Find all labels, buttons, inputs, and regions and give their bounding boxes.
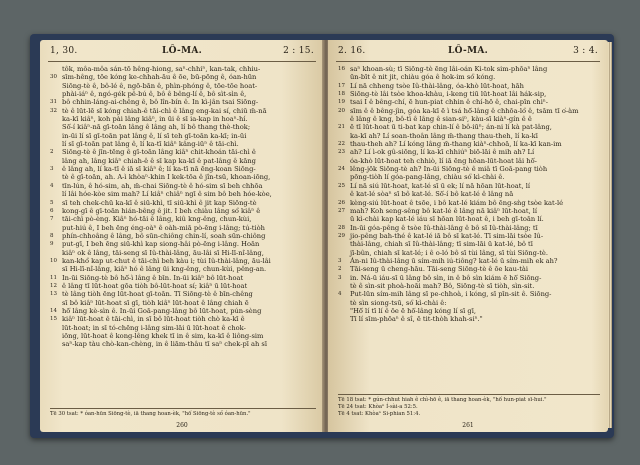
right-header-range: 3 : 4. (573, 46, 598, 56)
line-text: sī Hi-lī-nî-lâng, kiâⁿ hó ê lâng ūi kng-êng, chun-kùi, pêng-an. (62, 265, 267, 274)
footnote-line: Tē 18 tsat: * gún-chhut hiah ê chì-hō ê, iā thang hoan-èk, "hō͘ hun-piat sī-hui." (338, 397, 547, 403)
footnote-line: Tē 24 tsat: Khòaⁿ Í-sài-a 52:5. (338, 404, 418, 410)
verse-number: 20 (338, 107, 345, 114)
right-header (338, 46, 598, 60)
text-line (50, 65, 316, 73)
line-text: sīm-hêng, tōe kóng ke-chhah-āu ê ōe, bū-pōng ê, óan-hūn (62, 73, 257, 82)
line-text: "Hō͘ lí tī lí ê ōe ē hō͘-lâng kóng lí sī gī, (350, 306, 476, 315)
line-text: sī bô kiâⁿ lūt-hoat sī gī, tiòh kiâⁿ lūt-hoat ê lâng chiah ē (62, 298, 249, 307)
line-text: kan-khó͘ kap ut-chut ê tāi-chì beh kàu i; tùi Iû-thài-lâng, āu-lâi (62, 256, 271, 265)
line-text: Tī lí sīm-phōaⁿ ê sî, ē tit-thòh khah-siⁿ." (350, 315, 483, 324)
text-line (50, 199, 316, 207)
line-text: In-ūi góa-pêng ê tsòe Iû-thài-lâng ê bô sī Iû-thài-lâng; tī (350, 223, 538, 232)
verse-number: 10 (50, 257, 57, 264)
text-line (338, 73, 600, 81)
text-line (338, 207, 600, 215)
line-text: lí lâi hóe-kòe sim mah? Lí kiâⁿ chiâⁿ ngī ê sim bô beh hóe-kòe, (62, 190, 272, 199)
text-line (50, 90, 316, 98)
verse-number: 19 (338, 99, 345, 106)
verse-number: 3 (338, 274, 342, 281)
line-text: Siōng-tè ê, bô-lé ê, ngō-bān ê, phìn-phóng ê, tōe-tōe hoat- (62, 81, 258, 90)
text-line (50, 207, 316, 215)
verse-number: 21 (338, 124, 345, 131)
line-text: lí sī gī-toān pat lâng ê, lí ka-tī kiâⁿ kâng-iūⁿ ê tāi-chì. (62, 140, 239, 149)
text-line (338, 307, 600, 315)
line-text: lūt-hoat; in sī tó-chēng i-lâng sim-lāi ū lūt-hoat ê chok- (62, 323, 246, 332)
text-line (50, 73, 316, 81)
line-text: Lí nā chheng tsòe Iû-thài-lâng, óa-khò lūt-hoat, hāh (350, 81, 524, 90)
verse-number: 26 (338, 199, 345, 206)
text-line (338, 215, 600, 223)
text-line (50, 340, 316, 348)
line-text: tè ê gī-toān, ah. A-ì khòaⁿ-khin I kek-tōa ê jîn-tsū, khoan-iōng, (62, 173, 271, 182)
verse-number: 15 (50, 316, 57, 323)
text-line (338, 65, 600, 73)
line-text: ūn-bīt ê nit jit, chiàu góa ê hok-im só͘ kóng. (350, 73, 496, 82)
text-line (338, 115, 600, 123)
text-line (50, 274, 316, 282)
line-text: saⁿ khoan-sù; tī Siōng-tè ēng lâi-oán Ki-tok sim-phōaⁿ lâng (350, 65, 548, 73)
text-line (338, 132, 600, 140)
verse-number: 28 (338, 224, 345, 231)
line-text: jī-bûn, chiah sī kat-lé; i ê o-ló bô sī tùi lâng, sī tùi Siōng-tè. (350, 248, 548, 257)
line-text: thài-lâng, chiah sī Iû-thài-lâng; tī sim-lāi ū kat-lé, bô tī (350, 240, 533, 249)
text-line (50, 324, 316, 332)
verse-number: 4 (338, 291, 342, 298)
text-line (338, 107, 600, 115)
text-line (338, 199, 600, 207)
line-text: tè lâng tiòh ēng lūt-hoat gī-toān. Tī Siōng-tè ê bīn-chêng (62, 290, 253, 299)
verse-number: 2 (338, 266, 342, 273)
text-line (50, 157, 316, 165)
verse-number: 23 (338, 149, 345, 156)
right-body-text (338, 65, 600, 388)
text-line (50, 232, 316, 240)
line-text: Án-ni Iû-thài-lâng ū sím-mih iú-tiông? kat-lé ū sím-mih ek ah? (350, 256, 558, 265)
line-text: óa-khò lūt-hoat teh chhiò, lí iā ēng hōan-lūt-hoat lâi hō͘- (350, 156, 537, 165)
text-line (338, 148, 600, 156)
verse-number: 5 (50, 199, 54, 206)
text-line (338, 290, 600, 298)
line-text: jio-pêng bah-thé ê kat-lé iā bô sī kat-lé. Tī sim-lāi tsòe Iû- (350, 231, 544, 240)
line-text: iōng, lūt-hoat ê kong-lêng khek tī in ê sim, ka-kī ê liông-sim (62, 332, 264, 340)
text-line (50, 173, 316, 181)
verse-number: 4 (50, 182, 54, 189)
text-line (50, 82, 316, 90)
text-line (338, 140, 600, 148)
text-line (50, 257, 316, 265)
text-line (50, 307, 316, 315)
verse-number: 32 (50, 107, 57, 114)
text-line (50, 282, 316, 290)
text-line (50, 290, 316, 298)
verse-number: 14 (50, 307, 57, 314)
verse-number: 3 (50, 166, 54, 173)
text-line (50, 182, 316, 190)
line-text: kong-gī ê gī-toān hián-bêng ê jit. I beh chiàu lâng só͘ kiâⁿ ê (62, 206, 261, 215)
text-line (50, 190, 316, 198)
text-line (338, 282, 600, 290)
footnote-line: Tē 4 tsat: Khòaⁿ Si-phian 51:4. (338, 411, 421, 417)
left-header-ref: 1, 30. (50, 46, 78, 56)
text-line (50, 165, 316, 173)
text-line (50, 123, 316, 131)
verse-number: 2 (50, 149, 54, 156)
text-line (338, 173, 600, 181)
line-text: in-ūi lí sī gī-toān pat lâng ê, lí sī teh gī-toān ka-kī; in-ūi (62, 131, 247, 140)
verse-number: 25 (338, 182, 345, 189)
verse-number: 18 (338, 91, 345, 98)
line-text: lâng ah, lâng kiâⁿ chiah-ê ê sī kap ka-kī ê pat-lâng ê kāng (62, 156, 256, 165)
text-line (338, 240, 600, 248)
line-text: ê kat-lé sòaⁿ sī bô kat-lé. Sō͘-í bô kat-lé ê lâng nā (350, 190, 514, 199)
text-line (50, 148, 316, 156)
verse-number: 6 (50, 207, 54, 214)
line-text: sīm ê ê bêng-jìn, góa ka-kī ē ì tsá hō͘-lâng ê chhōa-ló͘ ê, tsām tī o͘-àm (350, 106, 579, 115)
line-text: tè ê sìn-sit phoà-hoāi mah? Bô, Siōng-tè sī tiòh, sìn-sit. (350, 281, 535, 290)
line-text: ū kì-chài kap kat-lé iáu sī hōan lūt-hoat ê, i beh gī-toān lí. (350, 215, 544, 224)
line-text: pōng-tiòh lí góa-pang-lâng, chiàu só͘ kì-chài ê. (350, 173, 505, 182)
text-line (338, 157, 600, 165)
text-line (50, 140, 316, 148)
text-line (338, 249, 600, 257)
text-line (50, 107, 316, 115)
verse-number: 13 (50, 291, 57, 298)
verse-number: 30 (50, 74, 57, 81)
line-text: Sō͘-í kiâⁿ-nā gī-toān lâng ê lâng ah, lí bô thang thè-thok; (62, 123, 251, 132)
line-text: kiâⁿ lūt-hoat ê tāi-chì, in sī bô lūt-hoat tiòh chò ka-kī ê (62, 315, 245, 324)
verse-number: 12 (50, 282, 57, 289)
verse-number: 7 (50, 216, 54, 223)
line-text: ê lâng ah, lí ka-tī ê iā sī kiâⁿ ê; lí ka-tī nā ēng-koan Siōng- (62, 165, 256, 174)
line-text: bô chhin-láng-ai-chêng ê, bô lîn-bín ê. In kì-jân tsai Siōng- (62, 98, 259, 107)
line-text: in. Ná-ū iáu-sī ū lâng bô sìn, in ê bô sìn kiám ē hō͘ Siōng- (350, 273, 542, 282)
text-line (50, 215, 316, 223)
line-text: Lí nā siú lūt-hoat, kat-lé sī ū ek; lí nā hōan lūt-hoat, lí (350, 181, 531, 190)
text-line (338, 165, 600, 173)
line-text: put-hiú ê, I beh ēng éng-oàⁿ ê oàh-miā pò-ēng i-lâng; tú-tiòh (62, 223, 265, 232)
line-text: tāi-chì pò-èng. Kiâⁿ hó-tāi ê lâng, kiû kng-êng, chun-kùi, (62, 215, 252, 224)
line-text: kiâⁿ ok ê lâng, tāi-seng sī Iû-thài-lâng, āu-lâi sī Hi-lī-nî-lâng, (62, 248, 264, 257)
line-text: phín-chhoâng ê lâng, bô sūn-chiông chin-lí, soah sūn-chiông (62, 231, 266, 240)
line-text: tôk, môa-môa sán-tō hêng-hiong, saⁿ-chhiⁿ, kan-tak, chhiu- (62, 65, 261, 73)
text-line (50, 249, 316, 257)
line-text: saⁿ-kap tàu chò-kan-chèng, in ê liām-thâu tī saⁿ chek-pī ah sī (62, 340, 267, 349)
line-text: ka-kī ah? Lí soan-thoân lâng m̄-thang thau-theh, lí ka-kī (350, 131, 538, 140)
line-text: Tāi-seng ū cheng-hāu. Tāi-seng Siōng-tè ê ōe kau-tài (350, 265, 529, 274)
verse-number: 24 (338, 166, 345, 173)
left-page-number: 260 (176, 422, 188, 429)
line-text: tè ê lūt-lē sī kóng chiah-ê tāi-chì ê lâng eng-kai sí, chiū m̄-nā (62, 106, 267, 115)
text-line (50, 224, 316, 232)
right-header-rule (336, 61, 600, 62)
text-line (338, 232, 600, 240)
line-text: put-gī, I beh ēng siū-khì kap siong-hâi pò-ēng i-lâng. Hoān (62, 240, 260, 249)
right-header-title: LÔ-MA. (447, 46, 489, 56)
text-line (50, 240, 316, 248)
verse-number: 17 (338, 82, 345, 89)
verse-number: 16 (338, 66, 345, 72)
text-line (338, 182, 600, 190)
right-header-ref: 2. 16. (338, 46, 366, 56)
line-text: tsai I ê bêng-chí, ē hun-piat chhin ê chí-hō ê, chai-pīn chiⁿ- (350, 98, 549, 107)
text-line (338, 274, 600, 282)
left-header-rule (48, 61, 316, 62)
left-body-text (50, 65, 316, 388)
verse-number: 29 (338, 232, 345, 239)
right-page (328, 40, 608, 432)
text-line (338, 257, 600, 265)
line-text: hō͘ lâng kè-sìn ê. In-ūi Goā-pang-lâng bô lūt-hoat, pún-sèng (62, 306, 262, 315)
text-line (338, 265, 600, 273)
line-text: sī teh chek-chū ka-kī ê siū-khì, tī siū-khì ê jit kap Siōng-tè (62, 198, 257, 207)
left-footnote: Tē 30 tsat: * óan-hūn Siōng-tè, iā thang hoan-èk, "hō͘ Siōng-tè só͘ óan-hūn." (50, 408, 316, 418)
line-text: thau-theh ah? Lí kóng lâng m̄-thang kiàⁿ-chhoā, lí ka-kī kan-im (350, 140, 562, 149)
text-line (50, 98, 316, 106)
line-text: In-ūi Siōng-tè bô hō͘-ì lâng ê bīn. In-ūi kiâⁿ bô lūt-hoat (62, 273, 244, 282)
text-line (50, 315, 316, 323)
verse-number: 11 (50, 274, 57, 281)
text-line (50, 132, 316, 140)
text-line (50, 332, 316, 340)
line-text: Siōng-tè lâi tsòe khoa-khàu, i-keng tiū lūt-hoat lâi hák-sip, (350, 90, 547, 99)
text-line (338, 299, 600, 307)
line-text: Put-lūn sím-mih lâng sī pe-chhoà, i kóng, sī pīn-sit ê. Siōng- (350, 290, 552, 299)
text-line (338, 224, 600, 232)
verse-number: 8 (50, 232, 54, 239)
text-line (338, 90, 600, 98)
left-header-range: 2 : 15. (283, 46, 314, 56)
line-text: Siōng-tè ê jīn-tēng ê gī-toān lâng kiâⁿ chit-khoán tāi-chì ê (62, 148, 256, 157)
text-line (50, 299, 316, 307)
verse-number: 9 (50, 241, 54, 248)
right-footnotes (338, 394, 600, 418)
line-text: ê lâng ê kng, bô-tì ê lâng ê sian-siⁿ, kàu-sī kiàⁿ-gín ê ê (350, 115, 532, 124)
line-text: tè sìn siong-tsū, só͘ kì-chài ê: (350, 298, 447, 307)
text-line (50, 265, 316, 273)
verse-number: 27 (338, 207, 345, 214)
line-text: ka-kī kiâⁿ, koh pài lâng kiâⁿ, in ūi ê sī ia-kap in hoaⁿ-hí. (62, 115, 248, 124)
line-text: ê lâng tī lūt-hoat gōa tiòh bô-lūt-hoat sí; kiâⁿ ū lūt-hoat (62, 281, 248, 290)
line-text: ē tī lūt-hoat ū ti-bat kap chin-lí ê bô-iūⁿ; án-ni lí kà pat-lâng, (350, 123, 552, 132)
text-line (338, 315, 600, 323)
left-header (50, 46, 314, 60)
line-text: phài-iáⁿ ê, ngó-gék pê-bú ê, bô ê bêng-lí ê, bô sìt-sìn ê, (62, 90, 247, 99)
verse-number: 31 (50, 99, 57, 106)
right-page-number: 261 (462, 422, 474, 429)
line-text: lêng-jōk Siōng-tè ah? In-ūi Siōng-tè ê miâ tī Goā-pang tiòh (350, 165, 548, 174)
text-line (50, 115, 316, 123)
line-text: kèng-siú lūt-hoat ê tsōe, i bô kat-lé kiám bô ēng-sǹg tsòe kat-lé (350, 198, 564, 207)
line-text: mah? Koh seng-sêng bô kat-lé ê lâng nā kiâⁿ lūt-hoat, lí (350, 206, 538, 215)
verse-number: 22 (338, 141, 345, 148)
text-line (338, 123, 600, 131)
left-header-title: LÔ-MA. (161, 46, 203, 56)
text-line (338, 190, 600, 198)
left-page (40, 40, 324, 432)
line-text: tīn-lún, ê hó-sim, ah, m̄-chai Siōng-tè ê hó-sim sī beh chhōa (62, 181, 263, 190)
line-text: ah? Lí ì-ok gû-siōng, lí ka-kī chhiúⁿ biō-lāi ê mih ah? Lí (350, 148, 535, 157)
verse-number: 3 (338, 257, 342, 264)
text-line (338, 82, 600, 90)
text-line (338, 98, 600, 106)
